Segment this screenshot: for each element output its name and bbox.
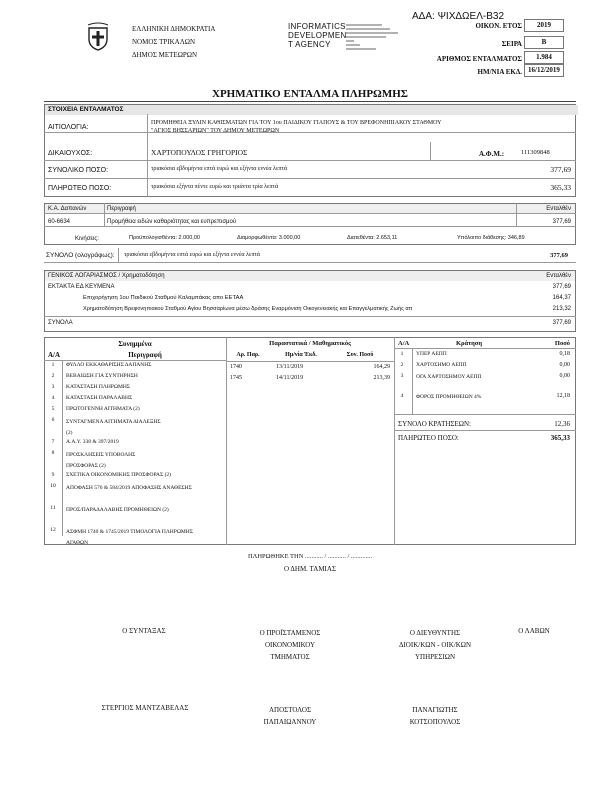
deductions-payable-value: 365,33 (550, 434, 570, 442)
attachment-number: 3 (51, 384, 55, 390)
ledger-header-left: ΓΕΝΙΚΟΣ ΛΟΓΑΡΙΑΣΜΟΣ / Χρηματοδότηση (48, 273, 165, 279)
invoices-col-no: Αρ. Παρ. (236, 352, 260, 358)
payable-words: τριακόσια εξήντα πέντε ευρώ και τριάντα τρία λεπτά (151, 184, 279, 190)
list-item (394, 373, 576, 391)
deduction-number: 3 (400, 373, 404, 379)
details-section (44, 104, 576, 197)
attachment-number: 7 (51, 439, 55, 445)
signatory-3-name-line-2: ΚΟΤΣΟΠΟΥΛΟΣ (409, 718, 461, 726)
deduction-name: ΦΟΡΟΣ ΠΡΟΜΗΘΕΙΩΝ 4% (416, 394, 482, 400)
deduction-amount: 0,00 (559, 362, 570, 368)
signatory-2-title-line-3: ΤΜΗΜΑΤΟΣ (270, 653, 310, 661)
ledger-total-value: 377,69 (552, 320, 571, 326)
signatory-2-title-line-1: Ο ΠΡΟΪΣΤΑΜΕΝΟΣ (259, 629, 321, 637)
deduction-amount: 0,00 (559, 373, 570, 379)
dikaiouxos-label: ΔΙΚΑΙΟΥΧΟΣ: (48, 150, 93, 157)
kae-sum-label-text: ΣΥΝΟΛΟ (ολογράφως): (46, 252, 115, 259)
deductions-col-amount: Ποσό (554, 340, 570, 347)
invoice-date: 14/11/2019 (276, 375, 304, 381)
attachment-number: 12 (50, 527, 56, 533)
kae-remaining: Υπόλοιπο διάθεσης: 346,89 (457, 235, 525, 241)
attachments-col-desc: Περιγραφή (128, 351, 162, 359)
attachment-text: ΒΕΒΑΙΩΣΗ ΓΙΑ ΣΥΝΤΗΡΗΣΗ (66, 373, 138, 379)
kae-col-desc: Περιγραφή (107, 206, 136, 212)
afm-value: 111309848 (521, 149, 550, 156)
list-item (394, 362, 576, 372)
invoice-date: 13/11/2019 (276, 364, 304, 370)
attachment-text: Α.Α.Υ. 338 & 397/2019 (66, 439, 119, 445)
value-series: Β (524, 36, 564, 49)
label-fiscal-year: ΟΙΚΟΝ. ΕΤΟΣ (475, 22, 522, 30)
deductions-col-name: Κράτηση (455, 340, 483, 347)
kae-sum-words: τριακόσια εβδομήντα επτά ευρώ και εξήντα εννέα λεπτά (124, 252, 261, 258)
org-line-country: ΕΛΛΗΝΙΚΗ ΔΗΜΟΚΡΑΤΙΑ (132, 25, 216, 33)
table-row (226, 364, 394, 374)
label-series: ΣΕΙΡΑ (501, 40, 522, 48)
kae-section (44, 203, 576, 245)
signatory-3-name-line-1: ΠΑΝΑΓΙΩΤΗΣ (412, 706, 458, 714)
agency-line-3: T AGENCY (288, 40, 331, 49)
invoices-title: Παραστατικά / Μαθηματικός (269, 340, 351, 347)
kae-desc: Προμήθεια ειδών καθαριότητας και ευπρεπισμού (107, 219, 237, 225)
invoice-number: 1740 (230, 364, 242, 370)
attachment-text: ΑΠΟΦΑΣΗ 576 & 584/2019 ΑΠΟΦΑΣΗΣ ΑΝΑΘΕΣΗΣ (66, 485, 192, 491)
deduction-name: ΥΠΕΡ ΑΕΠΠ (416, 351, 447, 357)
ledger-row-1-label: ΕΚΤΑΚΤΑ ΕΔ ΚΕΥΜΕΝΑ (48, 284, 115, 290)
org-block (132, 23, 215, 62)
signatory-2-name-line-1: ΑΠΟΣΤΟΛΟΣ (268, 706, 312, 714)
attachment-number: 4 (51, 395, 55, 401)
total-label: ΣΥΝΟΛΙΚΟ ΠΟΣΟ: (48, 167, 109, 174)
kae-col-amount: Ενταλθέν (546, 206, 571, 212)
ledger-row-3-value: 213,32 (552, 306, 571, 312)
ledger-header-right: Ενταλθέν (546, 273, 571, 279)
attachment-text: ΠΡΩΤΟΓΕΝΝΗ ΑΙΤΗΜΑΤΑ (2) (66, 406, 140, 412)
payable-value: 365,33 (550, 183, 571, 192)
deductions-total-label: ΣΥΝΟΛΟ ΚΡΑΤΗΣΕΩΝ: (398, 420, 471, 428)
attachment-text: ΣΥΝΤΑΓΜΕΝΑ ΑΙΤΗΜΑΤΑ ΔΙΑΛΕΞΗΣ (2) (66, 419, 161, 436)
ledger-row-2-value: 164,37 (552, 295, 571, 301)
signatory-1-title: Ο ΣΥΝΤΑΞΑΣ (122, 627, 166, 635)
signatory-3-title-line-2: ΔΙΟΙΚ/ΚΩΝ - ΟΙΚ/ΚΩΝ (398, 641, 472, 649)
deductions-payable-label: ΠΛΗΡΩΤΕΟ ΠΟΣΟ: (398, 434, 459, 442)
invoices-col-date: Ημ/νία Έκδ. (285, 352, 317, 358)
attachment-text: ΠΡΟΣ/ΠΑΡΑΔΑΛΑΒΗΣ ΠΡΟΜΗΘΕΙΩΝ (2) (66, 507, 169, 513)
attachment-number: 10 (50, 483, 56, 489)
attachment-number: 9 (51, 472, 55, 478)
org-line-municipality: ΔΗΜΟΣ ΜΕΤΕΩΡΩΝ (132, 51, 198, 59)
label-issue-date: ΗΜ/ΝΙΑ ΕΚΔ. (477, 68, 522, 76)
kae-allocated: Διατεθέντα: 2.653,11 (347, 235, 398, 241)
deduction-amount: 12,18 (556, 393, 570, 399)
value-issue-date: 16/12/2019 (524, 64, 564, 77)
signatory-2-name-line-2: ΠΑΠΑΙΩΑΝΝΟΥ (263, 718, 317, 726)
agency-logo (288, 22, 347, 49)
signatory-2-title-line-2: ΟΙΚΟΝΟΜΙΚΟΥ (264, 641, 315, 649)
attachment-number: 1 (51, 362, 55, 368)
payable-label: ΠΛΗΡΩΤΕΟ ΠΟΣΟ: (48, 185, 112, 192)
ledger-total-label: ΣΥΝΟΛΑ (48, 320, 73, 326)
attachment-text: ΚΑΤΑΣΤΑΣΗ ΠΑΡΑΛΑΒΗΣ (66, 395, 133, 401)
list-item (394, 351, 576, 361)
details-section-label: ΣΤΟΙΧΕΙΑ ΕΝΤΑΛΜΑΤΟΣ (45, 105, 578, 115)
deductions-col-aa: Α/Α (398, 340, 410, 347)
attachment-text: ΚΑΤΑΣΤΑΣΗ ΠΛΗΡΩΜΗΣ (66, 384, 131, 390)
deduction-number: 2 (400, 362, 404, 368)
aitiologia-label: ΑΙΤΙΟΛΟΓΙΑ: (48, 124, 89, 131)
ledger-row-1-value: 377,69 (552, 284, 571, 290)
kae-col-code: Κ.Α. Δαπανών (48, 206, 87, 212)
agency-fine-print (346, 23, 400, 55)
ledger-row-2-label: Επιχορήγηση 1ου Παιδικού Σταθμού Καλαμπάκας απο ΕΕΤΑΑ (83, 295, 244, 301)
kae-amount: 377,69 (552, 219, 571, 225)
ada-code: ΑΔΑ: ΨΙΧΔΩΕΛ-Β32 (412, 11, 505, 22)
value-fiscal-year: 2019 (524, 19, 564, 32)
signatory-3-name (370, 704, 500, 728)
deduction-number: 4 (400, 393, 404, 399)
kae-formed: Διαμορφωθέντα: 3.000,00 (237, 235, 301, 241)
invoices-col-amount: Συν. Ποσό (346, 352, 374, 358)
invoice-amount: 213,39 (373, 375, 390, 381)
signatory-3-title (370, 627, 500, 663)
invoice-amount: 164,29 (373, 364, 390, 370)
signatory-3-title-line-1: Ο ΔΙΕΥΘΥΝΤΗΣ (409, 629, 461, 637)
ledger-section (44, 270, 576, 332)
invoice-number: 1745 (230, 375, 242, 381)
aitiologia-line-2: "ΑΓΙΟΣ ΒΗΣΣΑΡΙΩΝ" ΤΟΥ ΔΗΜΟΥ ΜΕΤΕΩΡΩΝ (151, 128, 280, 134)
paid-on-line: ΠΛΗΡΩΘΗΚΕ ΤΗΝ ........... / ........... / ............. (247, 553, 373, 560)
attachment-number: 8 (51, 450, 55, 456)
attachments-col-aa: Α/Α (48, 351, 61, 359)
kae-budgeted: Προϋπολογισθέντα: 2.000,00 (129, 235, 200, 241)
total-value: 377,69 (550, 165, 571, 174)
signatory-2-title (230, 627, 350, 663)
aitiologia-line-1: ΠΡΟΜΗΘΕΙΑ ΞΥΛΙΝ ΚΑΘΙΣΜΑΤΩΝ ΓΙΑ ΤΟΥ 1ου ΠΑΙΔΙΚΟΥ ΓΙΑΠΟΥΣ & ΤΟΥ ΒΡΕΦΟΝΗΠΙΑΚΟΥ ΣΤΑΘΜΟΥ (151, 120, 442, 126)
signatory-2-name (230, 704, 350, 728)
kae-sum-value: 377,69 (550, 252, 568, 259)
kae-sum-label (46, 252, 115, 259)
deduction-amount: 0,18 (559, 351, 570, 357)
total-words: τριακόσια εβδομήντα επτά ευρώ και εξήντα εννέα λεπτά (151, 166, 288, 172)
attachment-text: ΑΣΦΜΗ 1740 & 1745/2019 ΤΙΜΟΛΟΓΙΑ ΠΛΗΡΩΜΗΣ ΑΓΑΘΩΝ (66, 529, 193, 546)
kae-kiniseis-label: Κινήσεις: (75, 236, 99, 242)
attachment-number: 2 (51, 373, 55, 379)
deduction-number: 1 (400, 351, 404, 357)
kae-code: 60-6634 (48, 219, 71, 225)
signatory-1-name: ΣΤΕΡΓΙΟΣ ΜΑΝΤΖΑΒΕΛΑΣ (101, 704, 189, 712)
label-order-number: ΑΡΙΘΜΟΣ ΕΝΤΑΛΜΑΤΟΣ (436, 55, 522, 63)
emblem (86, 22, 110, 52)
attachment-text: ΠΡΟΣΚΛΗΣΕΙΣ ΥΠΟΒΟΛΗΣ ΠΡΟΣΦΟΡΑΣ (2) (66, 452, 136, 469)
agency-line-1: INFORMATICS (288, 22, 346, 31)
agency-line-2: DEVELOPMEN (288, 31, 347, 40)
afm-label: Α.Φ.Μ.: (479, 150, 505, 158)
attachment-number: 11 (50, 505, 56, 511)
attachments-title: Συνημμένα (118, 340, 152, 348)
deduction-name: ΧΑΡΤΟΣΗΜΟ ΑΕΠΠ (416, 362, 467, 368)
org-line-prefecture: ΝΟΜΟΣ ΤΡΙΚΑΛΩΝ (132, 38, 196, 46)
attachment-text: ΣΧΕΤΙΚΑ ΟΙΚΟΝΟΜΙΚΗΣ ΠΡΟΣΦΟΡΑΣ (2) (66, 472, 172, 478)
page-title: ΧΡΗΜΑΤΙΚΟ ΕΝΤΑΛΜΑ ΠΛΗΡΩΜΗΣ (212, 88, 408, 100)
value-order-number: 1.984 (524, 51, 564, 64)
attachment-number: 5 (51, 406, 55, 412)
attachment-number: 6 (51, 417, 55, 423)
deduction-name: ΟΓΑ ΧΑΡΤΟΣΗΜΟΥ ΑΕΠΠ (416, 374, 482, 380)
attachment-text: ΦΥΛΛΟ ΕΚΚΑΘΑΡΙΣΗΣ ΔΑΠΑΝΗΣ (66, 362, 152, 368)
list-item (394, 393, 576, 411)
signatory-4-title: Ο ΛΑΒΩΝ (518, 627, 550, 635)
deductions-total-value: 12,36 (554, 420, 570, 428)
table-row (226, 375, 394, 385)
signatory-3-title-line-3: ΥΠΗΡΕΣΙΩΝ (415, 653, 455, 661)
ledger-row-3-label: Χρηματοδότηση Βρεφονηπιακού Σταθμού Αγίου Βησσαρίωνα μέσω δράσης Εναρμόνιση Οικογενειακής και Επαγγελματικής Ζωής απ (83, 306, 413, 312)
treasurer-title: Ο ΔΗΜ. ΤΑΜΙΑΣ (283, 565, 337, 573)
dikaiouxos-value: ΧΑΡΤΟΠΟΥΛΟΣ ΓΡΗΓΟΡΙΟΣ (151, 148, 248, 157)
